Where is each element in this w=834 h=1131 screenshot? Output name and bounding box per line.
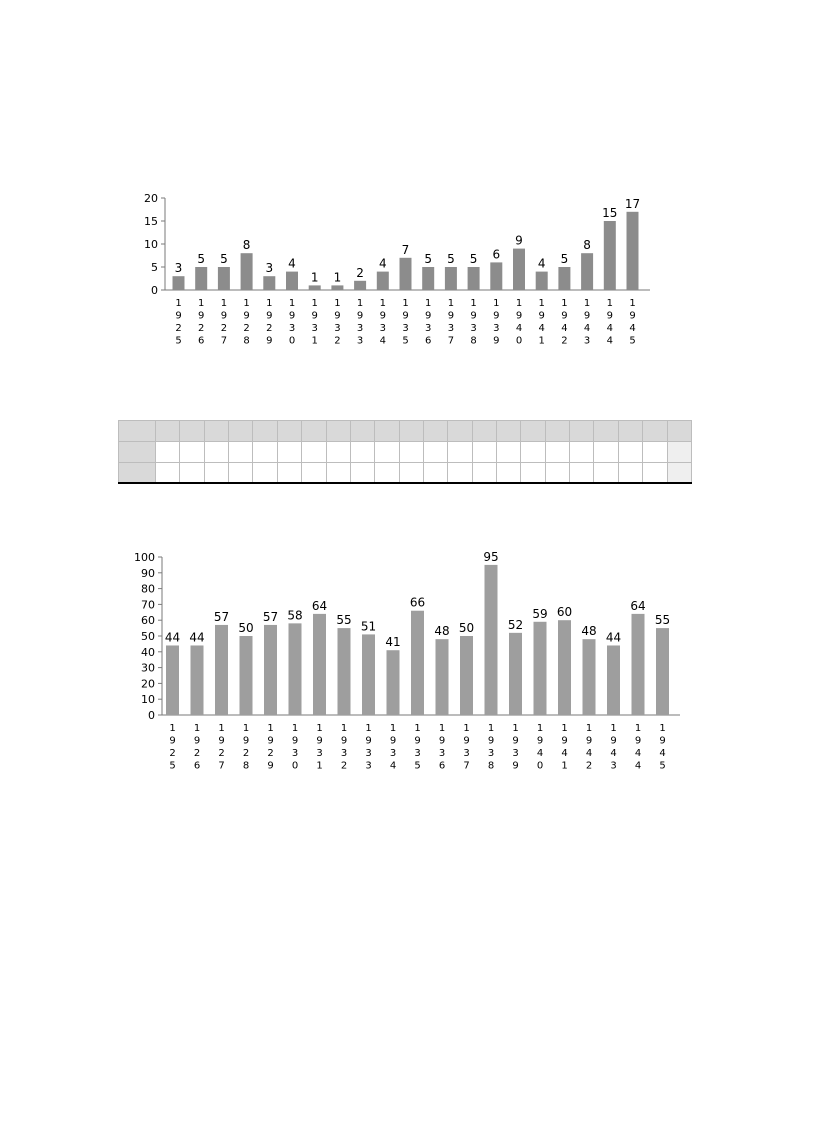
chart2-y-tick-label: 0	[148, 709, 155, 722]
chart2-value-label: 64	[630, 598, 646, 613]
chart1-x-tick-label: 1 9 3 8	[470, 298, 477, 347]
chart2-value-label: 51	[360, 619, 377, 634]
chart2-bar	[509, 633, 522, 715]
chart2-value-label: 44	[605, 630, 622, 645]
chart2-value-label: 50	[238, 621, 254, 635]
chart1-value-label: 5	[424, 252, 433, 266]
chart2-x-tick-label: 1 9 4 0	[536, 723, 544, 772]
chart2-y-tick-label: 10	[141, 693, 155, 707]
chart2-x-tick-label: 1 9 4 3	[610, 723, 617, 772]
chart2-bar	[411, 611, 424, 715]
chart2-x-tick-label: 1 9 2 7	[218, 723, 225, 772]
chart2-x-tick-label: 1 9 3 8	[487, 723, 495, 772]
chart2-y-tick-label: 50	[141, 630, 155, 643]
chart2-x-tick-label: 1 9 4 5	[659, 723, 666, 772]
chart2-bar	[338, 628, 351, 715]
chart1-value-label: 8	[583, 238, 591, 253]
chart2-value-label: 52	[507, 617, 524, 632]
chart2-bar	[583, 639, 596, 715]
chart2-x-tick-label: 1 9 3 0	[291, 723, 299, 772]
chart2-value-label: 41	[385, 635, 401, 650]
chart2-value-label: 44	[189, 630, 205, 645]
chart2-bar	[362, 634, 375, 715]
chart1-x-tick-label: 1 9 3 2	[334, 298, 341, 347]
chart2-value-label: 48	[581, 624, 597, 639]
chart2-bar	[191, 645, 204, 715]
chart1-value-label: 2	[356, 265, 364, 280]
chart1-x-tick-label: 1 9 2 9	[266, 298, 273, 347]
chart1-value-label: 8	[242, 238, 251, 253]
chart1-value-label: 6	[492, 247, 501, 262]
chart1-x-tick-label: 1 9 3 3	[356, 298, 364, 347]
chart2-bar	[558, 620, 571, 715]
chart2-x-tick-label: 1 9 4 4	[634, 723, 642, 772]
chart2-x-tick-label: 1 9 2 9	[267, 723, 274, 772]
chart1-y-tick-label: 20	[144, 192, 158, 205]
chart2-bar	[534, 622, 547, 715]
chart1-x-tick-label: 1 9 4 4	[606, 298, 613, 347]
chart2-value-label: 66	[409, 595, 426, 610]
chart1-value-label: 4	[537, 256, 546, 271]
chart1-x-tick-label: 1 9 3 4	[379, 298, 386, 347]
chart2-value-label: 48	[434, 624, 450, 639]
chart2-value-label: 95	[483, 549, 499, 564]
chart1-y-tick-label: 15	[144, 215, 158, 228]
chart2-x-tick-label: 1 9 3 6	[438, 723, 446, 772]
chart2-bar	[289, 623, 302, 715]
chart2-x-tick-label: 1 9 3 4	[389, 723, 397, 772]
chart2-x-tick-label: 1 9 3 2	[340, 723, 348, 772]
chart1-x-tick-label: 1 9 3 5	[402, 298, 409, 347]
chart2-value-label: 60	[556, 605, 573, 620]
chart1-x-tick-label: 1 9 3 7	[447, 298, 455, 347]
chart2-bar	[313, 614, 326, 715]
chart2-y-tick-label: 80	[141, 582, 155, 596]
chart2-bar	[436, 639, 449, 715]
chart2-value-label: 59	[532, 606, 548, 621]
chart1-value-label: 1	[333, 270, 342, 285]
chart1-value-label: 7	[401, 242, 410, 257]
chart1-x-tick-label: 1 9 2 5	[175, 298, 182, 347]
chart2-bar	[607, 645, 620, 715]
chart1-x-tick-label: 1 9 2 6	[198, 298, 205, 347]
chart1-value-label: 1	[310, 270, 319, 285]
chart1-x-tick-label: 1 9 2 8	[243, 298, 250, 347]
chart2-bar	[387, 650, 400, 715]
chart2-value-label: 57	[213, 609, 230, 624]
chart1-value-label: 3	[174, 261, 183, 276]
chart2-value-label: 57	[262, 609, 279, 624]
chart1-y-tick-label: 0	[151, 284, 158, 297]
chart1-value-label: 5	[220, 252, 228, 266]
chart2-value-label: 50	[458, 621, 475, 635]
chart1-y-tick-label: 10	[144, 238, 158, 251]
chart2-value-label: 44	[164, 630, 181, 645]
chart2-y-tick-label: 100	[134, 551, 155, 564]
chart2-x-tick-label: 1 9 2 8	[242, 723, 250, 772]
chart2-x-tick-label: 1 9 3 1	[316, 723, 323, 772]
chart1-x-tick-label: 1 9 4 1	[538, 298, 545, 347]
chart1-x-tick-label: 1 9 3 0	[288, 298, 296, 347]
chart2-bar	[166, 645, 179, 715]
chart2-bar	[460, 636, 473, 715]
chart1-value-label: 15	[602, 206, 618, 220]
chart2-value-label: 58	[287, 608, 303, 623]
chart2-y-tick-label: 60	[141, 614, 155, 628]
chart1-value-label: 17	[624, 196, 641, 211]
chart2-bar	[485, 565, 498, 715]
chart1-value-label: 5	[560, 252, 569, 266]
chart2-x-tick-label: 1 9 3 9	[512, 723, 519, 772]
chart1-x-tick-label: 1 9 2 7	[220, 298, 228, 347]
chart2-bar	[264, 625, 277, 715]
chart2-value-label: 64	[311, 598, 328, 613]
chart2-bar	[632, 614, 645, 715]
chart2-x-tick-label: 1 9 3 5	[414, 723, 421, 772]
chart2-bar	[240, 636, 253, 715]
chart1-x-tick-label: 1 9 3 1	[311, 298, 318, 347]
chart2-y-tick-label: 90	[141, 566, 155, 580]
chart1-value-label: 5	[469, 252, 478, 266]
chart1-x-tick-label: 1 9 4 0	[515, 298, 523, 347]
chart2-x-tick-label: 1 9 2 6	[193, 723, 201, 772]
chart1-y-tick-label: 5	[151, 261, 158, 274]
chart2-bar	[215, 625, 228, 715]
chart1-value-label: 5	[197, 252, 206, 266]
chart1-value-label: 9	[515, 233, 523, 248]
chart2-x-tick-label: 1 9 4 2	[585, 723, 593, 772]
chart1-x-tick-label: 1 9 4 5	[629, 298, 636, 347]
chart1-x-tick-label: 1 9 4 3	[583, 298, 591, 347]
chart2-y-tick-label: 20	[141, 677, 155, 691]
chart2-y-tick-label: 70	[141, 598, 155, 612]
chart1-value-label: 3	[265, 261, 274, 276]
chart2-x-tick-label: 1 9 3 7	[463, 723, 470, 772]
chart2-value-label: 55	[336, 613, 352, 628]
chart1-x-tick-label: 1 9 4 2	[561, 298, 568, 347]
chart1-value-label: 5	[447, 252, 455, 266]
chart2-value-label: 55	[654, 613, 671, 628]
chart2-x-tick-label: 1 9 4 1	[561, 723, 568, 772]
chart1-x-tick-label: 1 9 3 9	[493, 298, 500, 347]
chart1-x-tick-label: 1 9 3 6	[425, 298, 432, 347]
chart2-x-tick-label: 1 9 2 5	[169, 723, 176, 772]
chart2-bar	[656, 628, 669, 715]
chart2-x-tick-label: 1 9 3 3	[365, 723, 372, 772]
chart2-y-tick-label: 40	[141, 645, 155, 659]
chart2-y-tick-label: 30	[141, 661, 155, 675]
chart1-value-label: 4	[288, 256, 296, 271]
chart1-value-label: 4	[378, 256, 387, 271]
